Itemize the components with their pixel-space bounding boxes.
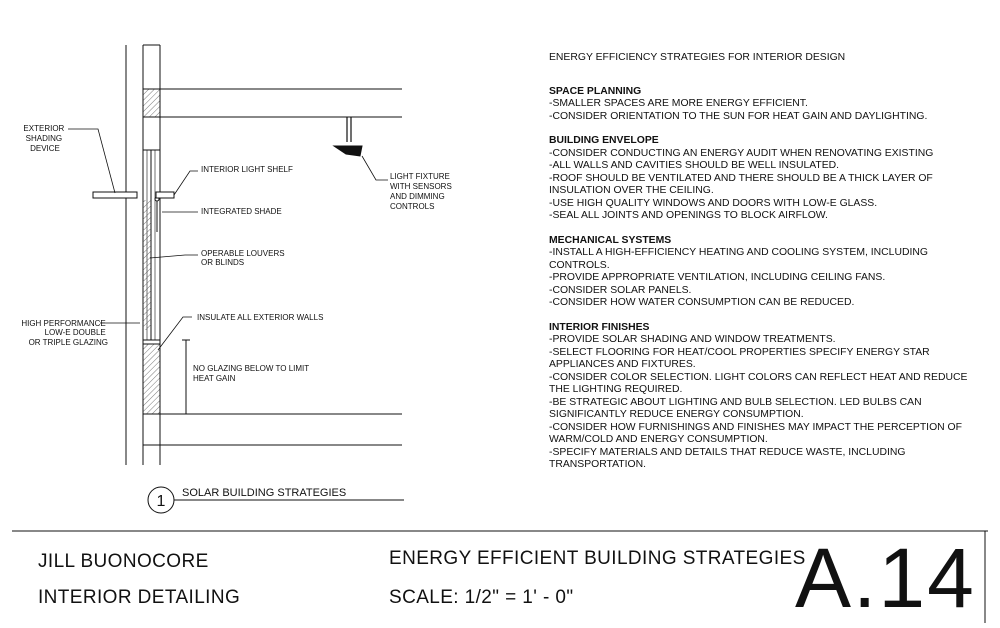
- note-item: -ALL WALLS AND CAVITIES SHOULD BE WELL INSULATED.: [549, 160, 840, 171]
- note-item: -PROVIDE APPROPRIATE VENTILATION, INCLUDING CEILING FANS.: [549, 272, 886, 283]
- note-item: -SMALLER SPACES ARE MORE ENERGY EFFICIENT.: [549, 98, 808, 109]
- label-insulate: INSULATE ALL EXTERIOR WALLS: [197, 313, 324, 322]
- no-glazing-dimension: [182, 340, 190, 414]
- note-item: -SELECT FLOORING FOR HEAT/COOL PROPERTIES SPECIFY ENERGY STAR APPLIANCES AND FIXTURES.: [549, 346, 930, 370]
- note-item: -SPECIFY MATERIALS AND DETAILS THAT REDUCE WASTE, INCLUDING TRANSPORTATION.: [549, 446, 906, 470]
- label-no-glazing: NO GLAZING BELOW TO LIMIT HEAT GAIN: [193, 364, 310, 383]
- drawing-scale: SCALE: 1/2" = 1' - 0": [389, 587, 574, 608]
- callout-labels: [21, 124, 454, 383]
- designer-name: JILL BUONOCORE: [38, 551, 209, 572]
- notes-section: [549, 235, 969, 310]
- note-item: -CONSIDER CONDUCTING AN ENERGY AUDIT WHEN RENOVATING EXISTING: [549, 147, 934, 159]
- energy-strategies-notes: [549, 52, 969, 484]
- note-item: -SEAL ALL JOINTS AND OPENINGS TO BLOCK AIRFLOW.: [549, 210, 828, 221]
- note-item: -USE HIGH QUALITY WINDOWS AND DOORS WITH LOW-E GLASS.: [549, 197, 878, 209]
- label-glazing: HIGH PERFORMANCE LOW-E DOUBLE OR TRIPLE GLAZING: [21, 319, 108, 347]
- label-exterior-shading: EXTERIOR SHADING DEVICE: [23, 124, 65, 153]
- notes-section: [549, 135, 969, 223]
- section-heading: MECHANICAL SYSTEMS: [549, 234, 672, 246]
- louver-blinds: [143, 200, 151, 330]
- label-louvers: OPERABLE LOUVERS OR BLINDS: [201, 249, 285, 267]
- detail-title-text: SOLAR BUILDING STRATEGIES: [182, 487, 347, 499]
- section-heading: INTERIOR FINISHES: [549, 321, 650, 333]
- sheet-number: A.14: [795, 531, 976, 625]
- note-item: -PROVIDE SOLAR SHADING AND WINDOW TREATMENTS.: [549, 334, 836, 345]
- light-fixture-icon: [334, 146, 362, 156]
- notes-section: [549, 322, 969, 472]
- upper-insulation: [143, 89, 160, 117]
- notes-title: ENERGY EFFICIENCY STRATEGIES FOR INTERIOR DESIGN: [549, 52, 846, 63]
- note-item: -CONSIDER HOW FURNISHINGS AND FINISHES MAY IMPACT THE PERCEPTION OF WARM/COLD AND ENERGY CONSUMPTION.: [549, 421, 962, 445]
- note-item: -CONSIDER ORIENTATION TO THE SUN FOR HEAT GAIN AND DAYLIGHTING.: [549, 110, 928, 122]
- sheet-title: ENERGY EFFICIENT BUILDING STRATEGIES: [389, 548, 806, 569]
- section-heading: SPACE PLANNING: [549, 85, 642, 97]
- note-item: -BE STRATEGIC ABOUT LIGHTING AND BULB SELECTION. LED BULBS CAN SIGNIFICANTLY REDUCE ENERGY CONSUMPTION.: [549, 396, 922, 420]
- course-name: INTERIOR DETAILING: [38, 587, 241, 608]
- note-item: -CONSIDER SOLAR PANELS.: [549, 284, 692, 296]
- note-item: -INSTALL A HIGH-EFFICIENCY HEATING AND COOLING SYSTEM, INCLUDING CONTROLS.: [549, 247, 928, 271]
- lower-insulation: [143, 344, 160, 414]
- note-item: -CONSIDER HOW WATER CONSUMPTION CAN BE REDUCED.: [549, 297, 855, 308]
- detail-number: 1: [156, 493, 166, 510]
- note-item: -CONSIDER COLOR SELECTION. LIGHT COLORS CAN REFLECT HEAT AND REDUCE THE LIGHTING REQUIRED.: [549, 371, 968, 395]
- note-item: -ROOF SHOULD BE VENTILATED AND THERE SHOULD BE A THICK LAYER OF INSULATION OVER THE CEILING.: [549, 172, 933, 196]
- label-light-fixture: LIGHT FIXTURE WITH SENSORS AND DIMMING CONTROLS: [390, 172, 452, 211]
- section-heading: BUILDING ENVELOPE: [549, 135, 659, 146]
- interior-light-shelf: [156, 192, 174, 198]
- label-light-shelf: INTERIOR LIGHT SHELF: [201, 165, 293, 174]
- detail-title: [148, 487, 404, 513]
- notes-section: [549, 86, 969, 124]
- label-integrated-shade: INTEGRATED SHADE: [201, 207, 282, 216]
